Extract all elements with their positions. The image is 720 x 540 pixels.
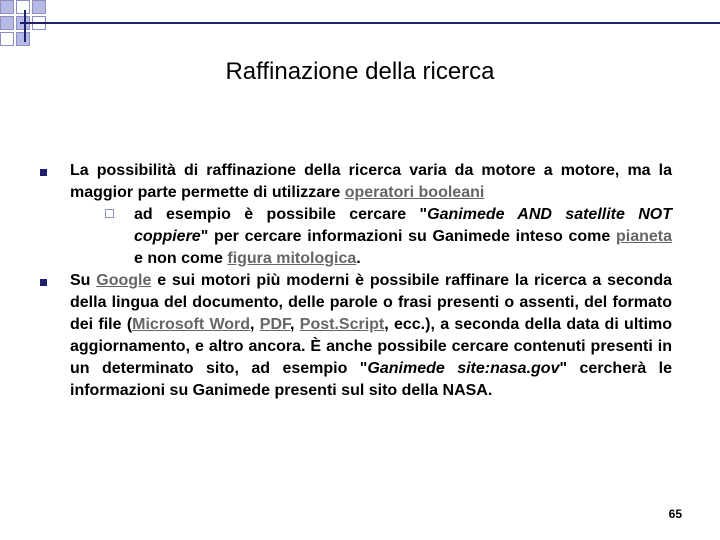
decor-square — [32, 0, 46, 14]
bullet-text: , — [290, 316, 300, 333]
link-microsoft-word[interactable]: Microsoft Word — [132, 316, 251, 333]
bullet-text: e sui motori più moderni è possibile raffinare la ricerca a seconda della lingua del documento, delle parole o frasi presenti o assenti, del formato dei file ( — [70, 272, 672, 333]
square-bullet-icon — [40, 279, 47, 286]
bullet-text: , ecc.), a seconda della data di ultimo aggiornamento, e altro ancora. È anche possibile cercare contenuti presenti in un determinato sito, ad esempio " — [70, 316, 673, 377]
link-postscript[interactable]: Post.Script — [299, 316, 385, 333]
decor-square — [16, 32, 30, 46]
link-pdf[interactable]: PDF — [259, 316, 291, 333]
bullet-text: " cercherà le informazioni su Ganimede presenti sul sito della NASA. — [70, 360, 673, 399]
bullet-text: , — [250, 316, 260, 333]
bullet-text: Su — [70, 272, 97, 289]
sub-bullet-text: ad esempio è possibile cercare " — [134, 206, 428, 223]
link-figura-mitologica[interactable]: figura mitologica — [227, 250, 357, 267]
link-operatori-booleani[interactable]: operatori booleani — [344, 184, 485, 201]
left-rule — [24, 10, 26, 42]
example-query: Ganimede AND satellite NOT coppiere — [134, 206, 673, 245]
bullet-text: La possibilità di raffinazione della ricerca varia da motore a motore, ma la maggior parte permette di utilizzare — [70, 162, 672, 201]
decor-square — [0, 16, 14, 30]
decor-square — [0, 32, 14, 46]
sub-bullet-text: . — [356, 250, 361, 267]
hollow-square-bullet-icon — [105, 209, 114, 218]
link-pianeta[interactable]: pianeta — [615, 228, 672, 245]
decor-square — [16, 0, 30, 14]
top-rule — [20, 22, 720, 24]
link-google[interactable]: Google — [96, 272, 152, 289]
page-number: 65 — [668, 507, 682, 521]
bullet-item — [38, 160, 672, 270]
sub-bullet-item — [102, 204, 672, 270]
decor-square — [0, 0, 14, 14]
sub-bullet-text: e non come — [134, 250, 228, 267]
slide-body — [38, 160, 672, 402]
square-bullet-icon — [40, 169, 47, 176]
bullet-item — [38, 270, 672, 402]
slide-title: Raffinazione della ricerca — [225, 58, 495, 85]
example-query: Ganimede site:nasa.gov — [367, 360, 560, 377]
sub-bullet-text: " per cercare informazioni su Ganimede inteso come — [200, 228, 616, 245]
